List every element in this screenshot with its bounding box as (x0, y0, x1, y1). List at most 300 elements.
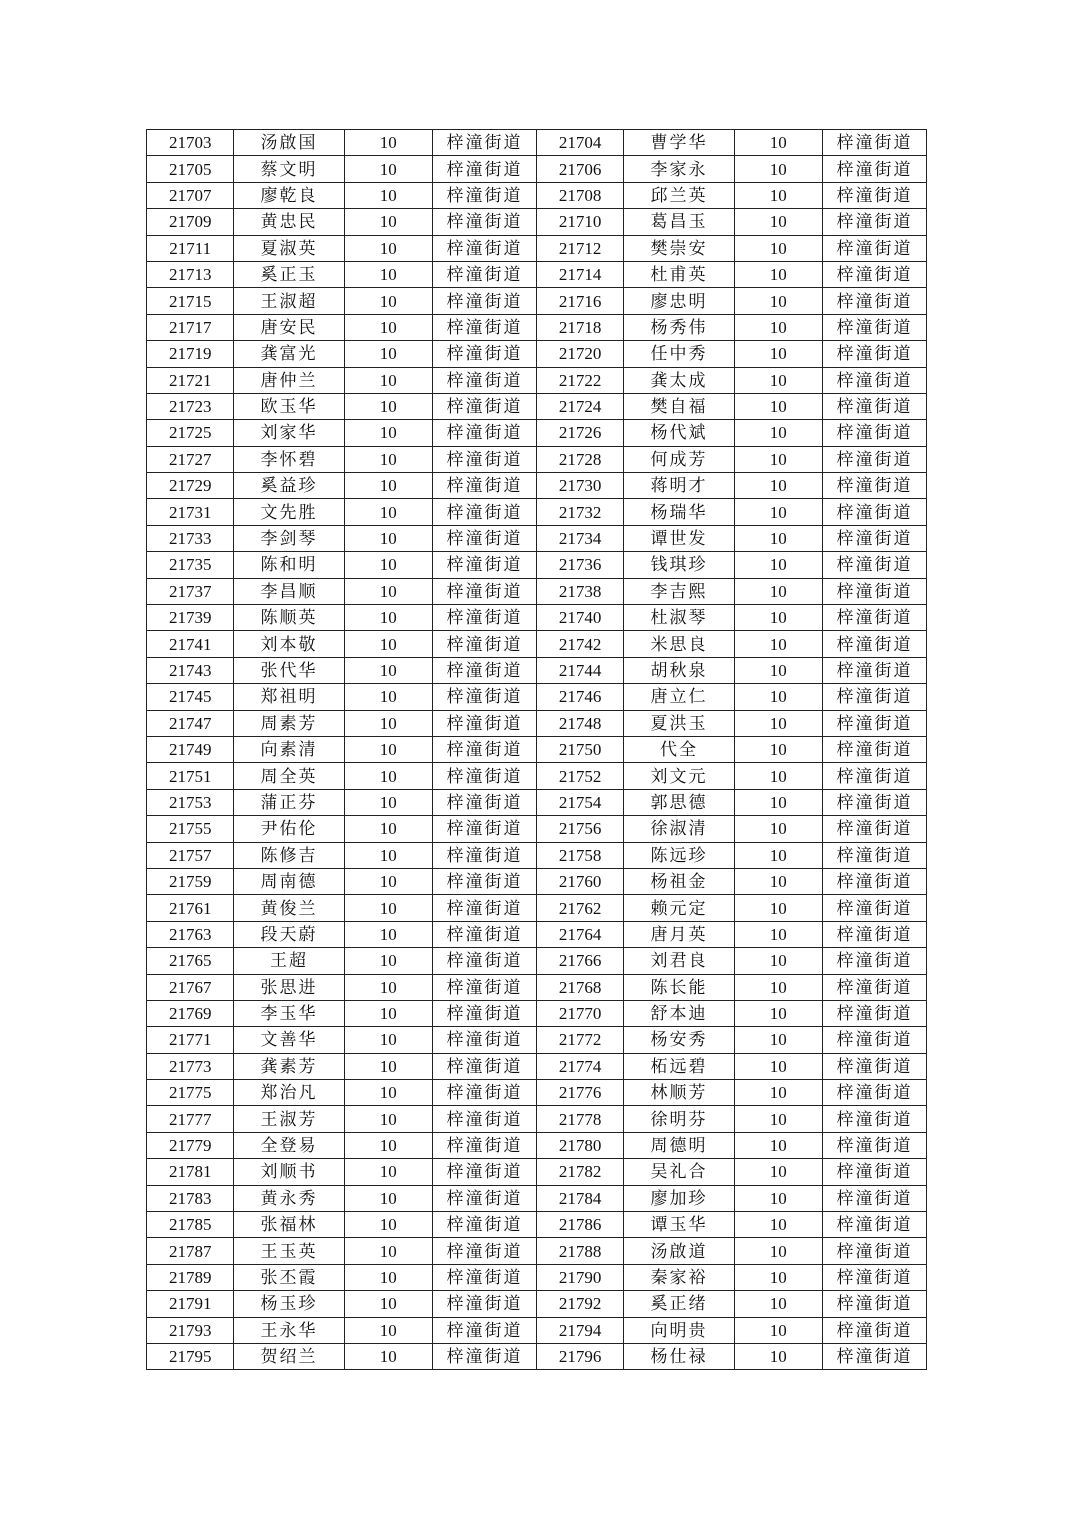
record-number-cell: 21761 (147, 895, 234, 921)
table-row (147, 420, 927, 446)
record-number-cell: 21723 (147, 393, 234, 419)
amount-cell: 10 (734, 736, 822, 762)
roster-body (147, 130, 927, 1370)
subdistrict-cell: 梓潼街道 (822, 209, 926, 235)
subdistrict-cell: 梓潼街道 (433, 710, 537, 736)
record-number-cell: 21786 (536, 1212, 623, 1238)
subdistrict-cell: 梓潼街道 (433, 1132, 537, 1158)
record-number-cell: 21724 (536, 393, 623, 419)
amount-cell: 10 (344, 1264, 432, 1290)
subdistrict-cell: 梓潼街道 (433, 473, 537, 499)
record-number-cell: 21770 (536, 1000, 623, 1026)
amount-cell: 10 (734, 816, 822, 842)
table-row (147, 1317, 927, 1343)
record-number-cell: 21704 (536, 130, 623, 156)
subdistrict-cell: 梓潼街道 (822, 657, 926, 683)
amount-cell: 10 (734, 710, 822, 736)
person-name-cell: 柘远碧 (624, 1053, 734, 1079)
amount-cell: 10 (344, 367, 432, 393)
subdistrict-cell: 梓潼街道 (433, 1053, 537, 1079)
person-name-cell: 杜甫英 (624, 261, 734, 287)
subdistrict-cell: 梓潼街道 (822, 130, 926, 156)
amount-cell: 10 (344, 842, 432, 868)
person-name-cell: 蒲正芬 (234, 789, 344, 815)
person-name-cell: 汤啟国 (234, 130, 344, 156)
person-name-cell: 陈顺英 (234, 605, 344, 631)
record-number-cell: 21751 (147, 763, 234, 789)
person-name-cell: 蔡文明 (234, 156, 344, 182)
amount-cell: 10 (344, 314, 432, 340)
subdistrict-cell: 梓潼街道 (433, 1080, 537, 1106)
amount-cell: 10 (344, 261, 432, 287)
record-number-cell: 21708 (536, 182, 623, 208)
table-row (147, 895, 927, 921)
amount-cell: 10 (734, 631, 822, 657)
record-number-cell: 21707 (147, 182, 234, 208)
subdistrict-cell: 梓潼街道 (822, 868, 926, 894)
record-number-cell: 21716 (536, 288, 623, 314)
record-number-cell: 21729 (147, 473, 234, 499)
amount-cell: 10 (734, 182, 822, 208)
person-name-cell: 张福林 (234, 1212, 344, 1238)
subdistrict-cell: 梓潼街道 (822, 789, 926, 815)
amount-cell: 10 (344, 974, 432, 1000)
subdistrict-cell: 梓潼街道 (822, 1185, 926, 1211)
table-row (147, 605, 927, 631)
subdistrict-cell: 梓潼街道 (433, 261, 537, 287)
subdistrict-cell: 梓潼街道 (433, 974, 537, 1000)
person-name-cell: 邱兰英 (624, 182, 734, 208)
record-number-cell: 21773 (147, 1053, 234, 1079)
table-row (147, 921, 927, 947)
subdistrict-cell: 梓潼街道 (822, 261, 926, 287)
person-name-cell: 汤啟道 (624, 1238, 734, 1264)
record-number-cell: 21715 (147, 288, 234, 314)
record-number-cell: 21759 (147, 868, 234, 894)
record-number-cell: 21717 (147, 314, 234, 340)
person-name-cell: 奚正玉 (234, 261, 344, 287)
record-number-cell: 21796 (536, 1343, 623, 1369)
table-row (147, 763, 927, 789)
subdistrict-cell: 梓潼街道 (433, 156, 537, 182)
table-row (147, 816, 927, 842)
amount-cell: 10 (344, 816, 432, 842)
amount-cell: 10 (734, 1238, 822, 1264)
subdistrict-cell: 梓潼街道 (822, 1264, 926, 1290)
record-number-cell: 21726 (536, 420, 623, 446)
subdistrict-cell: 梓潼街道 (433, 235, 537, 261)
amount-cell: 10 (734, 156, 822, 182)
record-number-cell: 21764 (536, 921, 623, 947)
amount-cell: 10 (734, 921, 822, 947)
amount-cell: 10 (344, 525, 432, 551)
person-name-cell: 杜淑琴 (624, 605, 734, 631)
person-name-cell: 吴礼合 (624, 1159, 734, 1185)
table-row (147, 367, 927, 393)
person-name-cell: 郭思德 (624, 789, 734, 815)
person-name-cell: 樊崇安 (624, 235, 734, 261)
table-row (147, 182, 927, 208)
amount-cell: 10 (344, 684, 432, 710)
subdistrict-cell: 梓潼街道 (433, 1264, 537, 1290)
record-number-cell: 21731 (147, 499, 234, 525)
subdistrict-cell: 梓潼街道 (433, 1106, 537, 1132)
record-number-cell: 21743 (147, 657, 234, 683)
amount-cell: 10 (344, 1106, 432, 1132)
record-number-cell: 21779 (147, 1132, 234, 1158)
table-row (147, 1106, 927, 1132)
amount-cell: 10 (734, 1159, 822, 1185)
record-number-cell: 21788 (536, 1238, 623, 1264)
person-name-cell: 胡秋泉 (624, 657, 734, 683)
subdistrict-cell: 梓潼街道 (822, 1159, 926, 1185)
table-row (147, 499, 927, 525)
person-name-cell: 张丕霞 (234, 1264, 344, 1290)
amount-cell: 10 (734, 1343, 822, 1369)
subdistrict-cell: 梓潼街道 (822, 736, 926, 762)
table-row (147, 261, 927, 287)
record-number-cell: 21709 (147, 209, 234, 235)
person-name-cell: 任中秀 (624, 341, 734, 367)
subdistrict-cell: 梓潼街道 (433, 1159, 537, 1185)
subdistrict-cell: 梓潼街道 (433, 552, 537, 578)
record-number-cell: 21766 (536, 948, 623, 974)
person-name-cell: 陈长能 (624, 974, 734, 1000)
amount-cell: 10 (344, 288, 432, 314)
amount-cell: 10 (734, 1080, 822, 1106)
record-number-cell: 21780 (536, 1132, 623, 1158)
table-row (147, 314, 927, 340)
subdistrict-cell: 梓潼街道 (433, 446, 537, 472)
person-name-cell: 杨玉珍 (234, 1291, 344, 1317)
subdistrict-cell: 梓潼街道 (822, 499, 926, 525)
subdistrict-cell: 梓潼街道 (822, 1106, 926, 1132)
table-row (147, 473, 927, 499)
person-name-cell: 廖加珍 (624, 1185, 734, 1211)
person-name-cell: 刘君良 (624, 948, 734, 974)
record-number-cell: 21787 (147, 1238, 234, 1264)
person-name-cell: 周全英 (234, 763, 344, 789)
subdistrict-cell: 梓潼街道 (433, 367, 537, 393)
person-name-cell: 向素清 (234, 736, 344, 762)
person-name-cell: 徐淑清 (624, 816, 734, 842)
amount-cell: 10 (344, 605, 432, 631)
amount-cell: 10 (344, 473, 432, 499)
person-name-cell: 向明贵 (624, 1317, 734, 1343)
table-row (147, 1291, 927, 1317)
person-name-cell: 刘本敬 (234, 631, 344, 657)
amount-cell: 10 (344, 1159, 432, 1185)
person-name-cell: 李家永 (624, 156, 734, 182)
person-name-cell: 舒本迪 (624, 1000, 734, 1026)
record-number-cell: 21705 (147, 156, 234, 182)
subdistrict-cell: 梓潼街道 (433, 1185, 537, 1211)
person-name-cell: 杨代斌 (624, 420, 734, 446)
subdistrict-cell: 梓潼街道 (433, 684, 537, 710)
amount-cell: 10 (344, 209, 432, 235)
amount-cell: 10 (734, 288, 822, 314)
amount-cell: 10 (734, 393, 822, 419)
record-number-cell: 21756 (536, 816, 623, 842)
amount-cell: 10 (734, 1000, 822, 1026)
record-number-cell: 21763 (147, 921, 234, 947)
record-number-cell: 21725 (147, 420, 234, 446)
subdistrict-cell: 梓潼街道 (433, 578, 537, 604)
amount-cell: 10 (344, 1291, 432, 1317)
person-name-cell: 王永华 (234, 1317, 344, 1343)
subdistrict-cell: 梓潼街道 (433, 948, 537, 974)
record-number-cell: 21750 (536, 736, 623, 762)
record-number-cell: 21767 (147, 974, 234, 1000)
person-name-cell: 蒋明才 (624, 473, 734, 499)
person-name-cell: 郑祖明 (234, 684, 344, 710)
amount-cell: 10 (734, 868, 822, 894)
subdistrict-cell: 梓潼街道 (822, 974, 926, 1000)
subdistrict-cell: 梓潼街道 (822, 525, 926, 551)
subdistrict-cell: 梓潼街道 (822, 1343, 926, 1369)
subdistrict-cell: 梓潼街道 (822, 446, 926, 472)
person-name-cell: 唐月英 (624, 921, 734, 947)
table-row (147, 842, 927, 868)
subdistrict-cell: 梓潼街道 (433, 393, 537, 419)
subdistrict-cell: 梓潼街道 (433, 1317, 537, 1343)
person-name-cell: 刘家华 (234, 420, 344, 446)
amount-cell: 10 (734, 446, 822, 472)
record-number-cell: 21762 (536, 895, 623, 921)
subdistrict-cell: 梓潼街道 (822, 1027, 926, 1053)
record-number-cell: 21776 (536, 1080, 623, 1106)
record-number-cell: 21777 (147, 1106, 234, 1132)
person-name-cell: 杨瑞华 (624, 499, 734, 525)
table-row (147, 1212, 927, 1238)
record-number-cell: 21747 (147, 710, 234, 736)
subdistrict-cell: 梓潼街道 (433, 1238, 537, 1264)
amount-cell: 10 (734, 974, 822, 1000)
person-name-cell: 张思进 (234, 974, 344, 1000)
record-number-cell: 21794 (536, 1317, 623, 1343)
table-row (147, 1264, 927, 1290)
person-name-cell: 钱琪珍 (624, 552, 734, 578)
table-row (147, 1159, 927, 1185)
record-number-cell: 21741 (147, 631, 234, 657)
subdistrict-cell: 梓潼街道 (822, 1212, 926, 1238)
amount-cell: 10 (344, 895, 432, 921)
amount-cell: 10 (344, 921, 432, 947)
record-number-cell: 21722 (536, 367, 623, 393)
subdistrict-cell: 梓潼街道 (433, 1343, 537, 1369)
subdistrict-cell: 梓潼街道 (822, 1053, 926, 1079)
subdistrict-cell: 梓潼街道 (822, 314, 926, 340)
subdistrict-cell: 梓潼街道 (822, 1000, 926, 1026)
subdistrict-cell: 梓潼街道 (433, 288, 537, 314)
record-number-cell: 21706 (536, 156, 623, 182)
amount-cell: 10 (734, 1317, 822, 1343)
person-name-cell: 龚富光 (234, 341, 344, 367)
person-name-cell: 唐仲兰 (234, 367, 344, 393)
amount-cell: 10 (344, 710, 432, 736)
table-row (147, 1027, 927, 1053)
record-number-cell: 21733 (147, 525, 234, 551)
person-name-cell: 李吉熙 (624, 578, 734, 604)
record-number-cell: 21734 (536, 525, 623, 551)
table-row (147, 288, 927, 314)
table-row (147, 578, 927, 604)
record-number-cell: 21789 (147, 1264, 234, 1290)
amount-cell: 10 (344, 1238, 432, 1264)
subdistrict-cell: 梓潼街道 (433, 1291, 537, 1317)
record-number-cell: 21719 (147, 341, 234, 367)
amount-cell: 10 (344, 1132, 432, 1158)
record-number-cell: 21753 (147, 789, 234, 815)
record-number-cell: 21791 (147, 1291, 234, 1317)
subdistrict-cell: 梓潼街道 (433, 525, 537, 551)
record-number-cell: 21749 (147, 736, 234, 762)
amount-cell: 10 (734, 605, 822, 631)
amount-cell: 10 (344, 156, 432, 182)
subdistrict-cell: 梓潼街道 (433, 763, 537, 789)
record-number-cell: 21738 (536, 578, 623, 604)
record-number-cell: 21774 (536, 1053, 623, 1079)
subdistrict-cell: 梓潼街道 (433, 182, 537, 208)
person-name-cell: 文先胜 (234, 499, 344, 525)
subdistrict-cell: 梓潼街道 (433, 314, 537, 340)
subdistrict-cell: 梓潼街道 (433, 1000, 537, 1026)
amount-cell: 10 (734, 130, 822, 156)
amount-cell: 10 (734, 657, 822, 683)
subdistrict-cell: 梓潼街道 (822, 605, 926, 631)
subdistrict-cell: 梓潼街道 (822, 1080, 926, 1106)
person-name-cell: 欧玉华 (234, 393, 344, 419)
amount-cell: 10 (344, 341, 432, 367)
person-name-cell: 龚太成 (624, 367, 734, 393)
table-row (147, 868, 927, 894)
subdistrict-cell: 梓潼街道 (433, 1212, 537, 1238)
subdistrict-cell: 梓潼街道 (433, 657, 537, 683)
person-name-cell: 曹学华 (624, 130, 734, 156)
subdistrict-cell: 梓潼街道 (433, 420, 537, 446)
amount-cell: 10 (734, 552, 822, 578)
amount-cell: 10 (734, 842, 822, 868)
record-number-cell: 21755 (147, 816, 234, 842)
record-number-cell: 21703 (147, 130, 234, 156)
record-number-cell: 21728 (536, 446, 623, 472)
table-row (147, 341, 927, 367)
table-row (147, 525, 927, 551)
amount-cell: 10 (344, 1080, 432, 1106)
subdistrict-cell: 梓潼街道 (433, 341, 537, 367)
amount-cell: 10 (344, 1317, 432, 1343)
amount-cell: 10 (734, 578, 822, 604)
subdistrict-cell: 梓潼街道 (433, 209, 537, 235)
record-number-cell: 21765 (147, 948, 234, 974)
record-number-cell: 21732 (536, 499, 623, 525)
record-number-cell: 21768 (536, 974, 623, 1000)
amount-cell: 10 (344, 499, 432, 525)
amount-cell: 10 (734, 1212, 822, 1238)
amount-cell: 10 (344, 393, 432, 419)
subdistrict-cell: 梓潼街道 (822, 1238, 926, 1264)
person-name-cell: 李昌顺 (234, 578, 344, 604)
subdistrict-cell: 梓潼街道 (433, 868, 537, 894)
person-name-cell: 刘文元 (624, 763, 734, 789)
person-name-cell: 夏淑英 (234, 235, 344, 261)
record-number-cell: 21736 (536, 552, 623, 578)
subdistrict-cell: 梓潼街道 (433, 789, 537, 815)
subdistrict-cell: 梓潼街道 (433, 842, 537, 868)
subdistrict-cell: 梓潼街道 (822, 393, 926, 419)
person-name-cell: 廖乾良 (234, 182, 344, 208)
amount-cell: 10 (734, 789, 822, 815)
record-number-cell: 21720 (536, 341, 623, 367)
person-name-cell: 周南德 (234, 868, 344, 894)
subdistrict-cell: 梓潼街道 (822, 816, 926, 842)
person-name-cell: 贺绍兰 (234, 1343, 344, 1369)
record-number-cell: 21778 (536, 1106, 623, 1132)
amount-cell: 10 (734, 948, 822, 974)
record-number-cell: 21781 (147, 1159, 234, 1185)
person-name-cell: 黄忠民 (234, 209, 344, 235)
amount-cell: 10 (734, 895, 822, 921)
subdistrict-cell: 梓潼街道 (822, 341, 926, 367)
table-row (147, 710, 927, 736)
record-number-cell: 21783 (147, 1185, 234, 1211)
amount-cell: 10 (734, 1106, 822, 1132)
record-number-cell: 21784 (536, 1185, 623, 1211)
record-number-cell: 21754 (536, 789, 623, 815)
amount-cell: 10 (344, 552, 432, 578)
person-name-cell: 李玉华 (234, 1000, 344, 1026)
record-number-cell: 21748 (536, 710, 623, 736)
person-name-cell: 王淑芳 (234, 1106, 344, 1132)
amount-cell: 10 (734, 1027, 822, 1053)
table-row (147, 974, 927, 1000)
record-number-cell: 21740 (536, 605, 623, 631)
person-name-cell: 何成芳 (624, 446, 734, 472)
person-name-cell: 秦家裕 (624, 1264, 734, 1290)
record-number-cell: 21730 (536, 473, 623, 499)
person-name-cell: 奚益珍 (234, 473, 344, 499)
record-number-cell: 21742 (536, 631, 623, 657)
record-number-cell: 21752 (536, 763, 623, 789)
table-row (147, 156, 927, 182)
amount-cell: 10 (734, 1053, 822, 1079)
amount-cell: 10 (734, 209, 822, 235)
subdistrict-cell: 梓潼街道 (822, 367, 926, 393)
person-name-cell: 唐立仁 (624, 684, 734, 710)
amount-cell: 10 (734, 420, 822, 446)
subdistrict-cell: 梓潼街道 (433, 130, 537, 156)
record-number-cell: 21769 (147, 1000, 234, 1026)
table-row (147, 130, 927, 156)
record-number-cell: 21713 (147, 261, 234, 287)
table-row (147, 393, 927, 419)
roster-table (146, 129, 927, 1370)
person-name-cell: 黄俊兰 (234, 895, 344, 921)
person-name-cell: 谭世发 (624, 525, 734, 551)
record-number-cell: 21712 (536, 235, 623, 261)
subdistrict-cell: 梓潼街道 (822, 948, 926, 974)
amount-cell: 10 (344, 948, 432, 974)
record-number-cell: 21782 (536, 1159, 623, 1185)
table-row (147, 684, 927, 710)
subdistrict-cell: 梓潼街道 (822, 842, 926, 868)
person-name-cell: 谭玉华 (624, 1212, 734, 1238)
amount-cell: 10 (734, 499, 822, 525)
person-name-cell: 杨祖金 (624, 868, 734, 894)
amount-cell: 10 (344, 657, 432, 683)
subdistrict-cell: 梓潼街道 (822, 1132, 926, 1158)
person-name-cell: 奚正绪 (624, 1291, 734, 1317)
